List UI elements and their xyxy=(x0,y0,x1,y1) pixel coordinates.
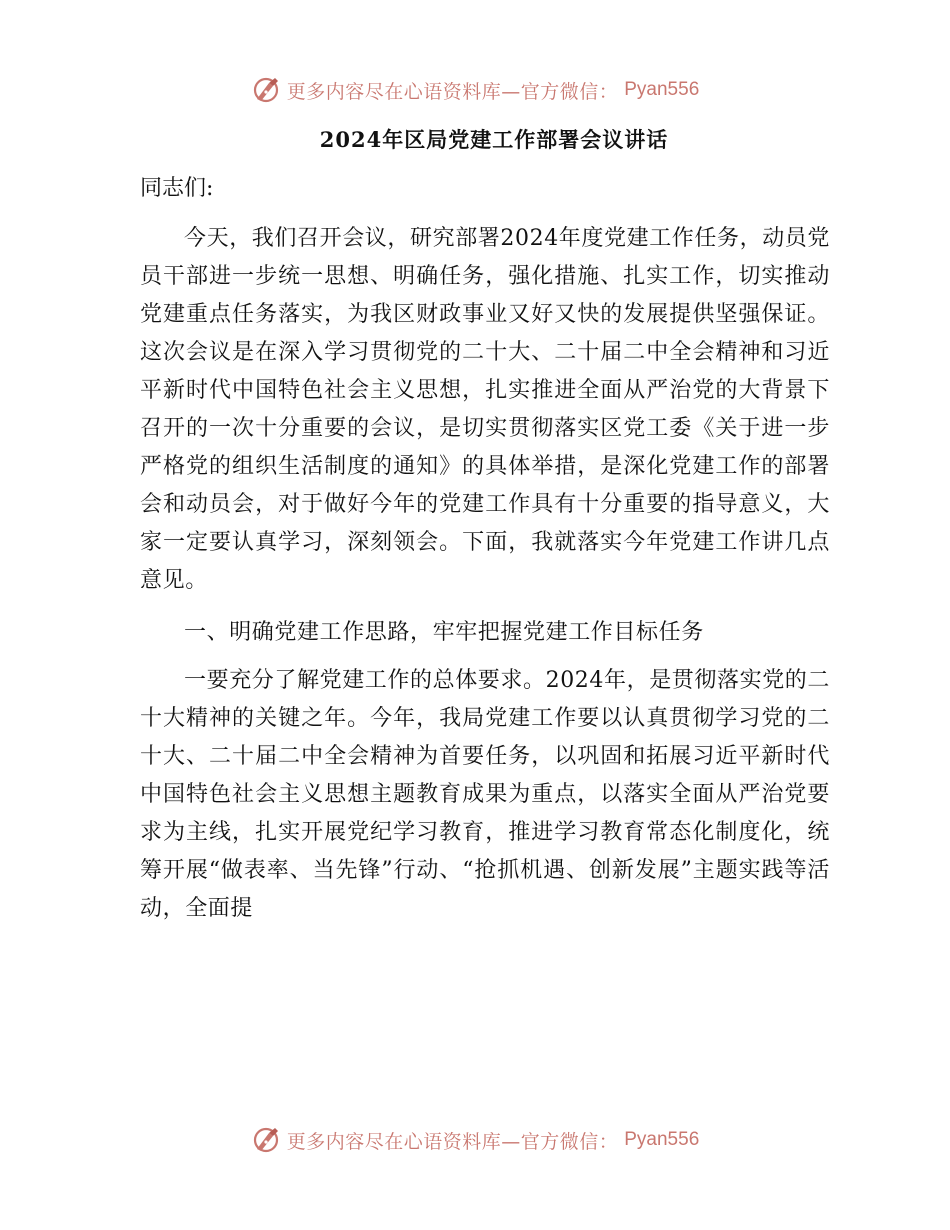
document-title: 2024年区局党建工作部署会议讲话 xyxy=(319,127,669,152)
intro-paragraph: 今天，我们召开会议，研究部署2024年度党建工作任务，动员党员干部进一步统一思想、明确任务，强化措施、扎实工作，切实推动党建重点任务落实，为我区财政事业又好又快的发展提供坚强保证。这次会议是在深入学习贯彻党的二十大、二十届二中全会精神和习近平新时代中国特色社会主义思想，扎实推进全面从严治党的大背景下召开的一次十分重要的会议，是切实贯彻落实区党工委《关于进一步严格党的组织生活制度的通知》的具体举措，是深化党建工作的部署会和动员会，对于做好今年的党建工作具有十分重要的指导意义，大家一定要认真学习，深刻领会。下面，我就落实今年党建工作讲几点意见。 xyxy=(140,226,830,593)
section-1-paragraph: 一要充分了解党建工作的总体要求。2024年，是贯彻落实党的二十大精神的关键之年。今年，我局党建工作要以认真贯彻学习党的二十大、二十届二中全会精神为首要任务，以巩固和拓展习近平新时代中国特色社会主义思想主题教育成果为重点，以落实全面从严治党要求为主线，扎实开展党纪学习教育，推进学习教育常态化制度化，统筹开展“做表率、当先锋”行动、“抢抓机遇、创新发展”主题实践等活动，全面提 xyxy=(140,668,830,921)
salutation: 同志们: xyxy=(140,176,214,201)
section-1-heading: 一、明确党建工作思路，牢牢把握党建工作目标任务 xyxy=(184,620,704,645)
document-body xyxy=(140,120,830,942)
watermark-banner-top xyxy=(0,70,950,110)
watermark-text: 更多内容尽在心语资料库—官方微信： xyxy=(286,1130,619,1153)
watermark-text: 更多内容尽在心语资料库—官方微信： xyxy=(286,80,619,103)
pen-nib-logo-icon xyxy=(251,75,281,105)
watermark-banner-bottom xyxy=(0,1120,950,1160)
watermark-wechat-id: Pyan556 xyxy=(624,1129,700,1150)
watermark-wechat-id: Pyan556 xyxy=(624,79,700,100)
pen-nib-logo-icon xyxy=(251,1125,281,1155)
